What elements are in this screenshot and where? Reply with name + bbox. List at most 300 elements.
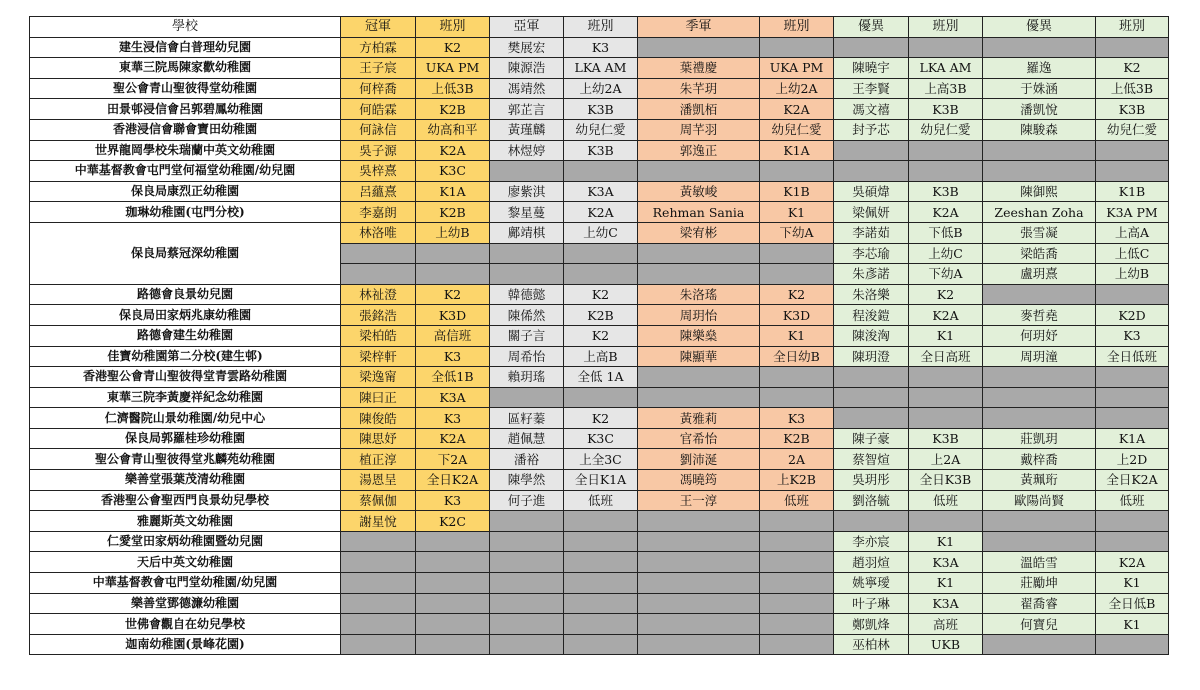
runner-up-class-cell: K3C [564, 428, 638, 449]
merit-1-cell: 馮文禧 [834, 99, 909, 120]
merit-2-class-cell: K1A [1096, 428, 1169, 449]
merit-2-cell: 戴梓喬 [983, 449, 1096, 470]
empty-cell [341, 614, 416, 635]
empty-cell [1096, 531, 1169, 552]
merit-2-cell: 陳御熙 [983, 181, 1096, 202]
merit-1-class-cell: LKA AM [909, 58, 983, 79]
empty-cell [490, 552, 564, 573]
empty-cell [638, 264, 760, 285]
empty-cell [564, 243, 638, 264]
school-name: 路德會建生幼稚園 [30, 325, 341, 346]
empty-cell [909, 408, 983, 429]
header-runner-up-class: 班別 [564, 17, 638, 38]
runner-up-cell: 陳源浩 [490, 58, 564, 79]
runner-up-class-cell: 低班 [564, 490, 638, 511]
header-champion: 冠軍 [341, 17, 416, 38]
merit-2-class-cell: 幼兒仁愛 [1096, 119, 1169, 140]
merit-2-cell: 羅逸 [983, 58, 1096, 79]
third-class-cell: UKA PM [760, 58, 834, 79]
header-merit-1: 優異 [834, 17, 909, 38]
empty-cell [564, 387, 638, 408]
champion-class-cell: 全日K2A [416, 470, 490, 491]
champion-class-cell: K3A [416, 387, 490, 408]
champion-cell: 陳曰正 [341, 387, 416, 408]
merit-1-class-cell: 幼兒仁愛 [909, 119, 983, 140]
table-row [30, 408, 1169, 429]
school-name: 香港聖公會聖西門良景幼兒學校 [30, 490, 341, 511]
runner-up-class-cell: K3A [564, 181, 638, 202]
header-merit-2-class: 班別 [1096, 17, 1169, 38]
runner-up-class-cell: 全日K1A [564, 470, 638, 491]
champion-class-cell: K3 [416, 490, 490, 511]
empty-cell [760, 37, 834, 58]
champion-class-cell: 高信班 [416, 325, 490, 346]
third-class-cell: 上K2B [760, 470, 834, 491]
third-cell: 梁宥彬 [638, 222, 760, 243]
empty-cell [983, 37, 1096, 58]
empty-cell [638, 387, 760, 408]
empty-cell [1096, 140, 1169, 161]
merit-1-class-cell: UKB [909, 634, 983, 655]
champion-cell: 謝星悅 [341, 511, 416, 532]
empty-cell [834, 408, 909, 429]
runner-up-class-cell: K2 [564, 408, 638, 429]
runner-up-cell: 關子言 [490, 325, 564, 346]
merit-2-cell: 張雪凝 [983, 222, 1096, 243]
school-name: 東華三院馬陳家歡幼稚園 [30, 58, 341, 79]
table-row [30, 284, 1169, 305]
champion-class-cell: 幼高和平 [416, 119, 490, 140]
champion-cell: 王子宸 [341, 58, 416, 79]
merit-1-class-cell: K3B [909, 428, 983, 449]
merit-1-cell: 劉洛毓 [834, 490, 909, 511]
third-class-cell: K1B [760, 181, 834, 202]
champion-cell: 呂蘊熹 [341, 181, 416, 202]
table-row [30, 531, 1169, 552]
merit-2-cell: 莊凱玥 [983, 428, 1096, 449]
merit-1-class-cell: K1 [909, 531, 983, 552]
third-class-cell: 下幼A [760, 222, 834, 243]
merit-1-class-cell: 下幼A [909, 264, 983, 285]
merit-1-cell: 吳玥彤 [834, 470, 909, 491]
merit-1-cell: 李芯瑜 [834, 243, 909, 264]
empty-cell [564, 511, 638, 532]
merit-1-class-cell: 上幼C [909, 243, 983, 264]
merit-1-class-cell: K2A [909, 305, 983, 326]
empty-cell [564, 161, 638, 182]
merit-2-class-cell: K2D [1096, 305, 1169, 326]
table-row [30, 37, 1169, 58]
merit-2-class-cell: 上幼B [1096, 264, 1169, 285]
runner-up-cell: 鄺靖棋 [490, 222, 564, 243]
empty-cell [909, 161, 983, 182]
merit-1-cell: 李諾茹 [834, 222, 909, 243]
champion-class-cell: UKA PM [416, 58, 490, 79]
empty-cell [760, 552, 834, 573]
merit-2-class-cell: K1 [1096, 573, 1169, 594]
empty-cell [1096, 387, 1169, 408]
header-runner-up: 亞軍 [490, 17, 564, 38]
merit-1-cell: 陳玥澄 [834, 346, 909, 367]
merit-1-cell: 巫柏林 [834, 634, 909, 655]
empty-cell [490, 593, 564, 614]
champion-class-cell: K2A [416, 140, 490, 161]
empty-cell [760, 614, 834, 635]
merit-2-class-cell: K2A [1096, 552, 1169, 573]
third-cell: 官希怡 [638, 428, 760, 449]
empty-cell [834, 140, 909, 161]
third-cell: 馮曉筠 [638, 470, 760, 491]
empty-cell [341, 593, 416, 614]
champion-cell: 湯恩呈 [341, 470, 416, 491]
merit-1-cell: 封予芯 [834, 119, 909, 140]
merit-1-cell: 王李賢 [834, 78, 909, 99]
champion-cell: 梁逸甯 [341, 367, 416, 388]
empty-cell [564, 614, 638, 635]
empty-cell [564, 552, 638, 573]
merit-1-cell: 蔡智煊 [834, 449, 909, 470]
champion-class-cell: K3 [416, 408, 490, 429]
school-name: 珈琳幼稚園(屯門分校) [30, 202, 341, 223]
school-name: 聖公會青山聖彼得堂幼稚園 [30, 78, 341, 99]
third-cell: 朱芊玥 [638, 78, 760, 99]
runner-up-cell: 周希怡 [490, 346, 564, 367]
empty-cell [909, 387, 983, 408]
empty-cell [490, 634, 564, 655]
merit-2-cell: 何寶兒 [983, 614, 1096, 635]
third-cell: 劉沛涎 [638, 449, 760, 470]
merit-1-class-cell: K3A [909, 552, 983, 573]
champion-class-cell: K1A [416, 181, 490, 202]
empty-cell [638, 367, 760, 388]
empty-cell [564, 264, 638, 285]
champion-cell: 林祉澄 [341, 284, 416, 305]
runner-up-class-cell: 幼兒仁愛 [564, 119, 638, 140]
third-cell: Rehman Sania [638, 202, 760, 223]
table-row [30, 593, 1169, 614]
runner-up-cell: 黃瑾麟 [490, 119, 564, 140]
empty-cell [416, 552, 490, 573]
merit-2-class-cell: 全日K2A [1096, 470, 1169, 491]
merit-1-cell: 吳碩煒 [834, 181, 909, 202]
third-class-cell: K1A [760, 140, 834, 161]
third-cell: 黃敏峻 [638, 181, 760, 202]
merit-2-cell: 歐陽尚賢 [983, 490, 1096, 511]
empty-cell [341, 531, 416, 552]
merit-2-cell: 麥哲堯 [983, 305, 1096, 326]
table-row [30, 449, 1169, 470]
champion-class-cell: 上低3B [416, 78, 490, 99]
table-row [30, 58, 1169, 79]
runner-up-cell: 潘裕 [490, 449, 564, 470]
empty-cell [490, 264, 564, 285]
champion-cell: 梁梓軒 [341, 346, 416, 367]
table-row [30, 325, 1169, 346]
header-champion-class: 班別 [416, 17, 490, 38]
merit-1-cell: 叶子琳 [834, 593, 909, 614]
empty-cell [1096, 161, 1169, 182]
table-row [30, 140, 1169, 161]
champion-class-cell: 上幼B [416, 222, 490, 243]
empty-cell [1096, 408, 1169, 429]
merit-2-cell: 莊勵坤 [983, 573, 1096, 594]
merit-1-cell: 陳子豪 [834, 428, 909, 449]
merit-2-class-cell: 全日低班 [1096, 346, 1169, 367]
third-cell: 王一淳 [638, 490, 760, 511]
school-name: 東華三院李黃慶祥紀念幼稚園 [30, 387, 341, 408]
school-name: 世佛會觀自在幼兒學校 [30, 614, 341, 635]
third-class-cell: K2B [760, 428, 834, 449]
table-row [30, 346, 1169, 367]
champion-class-cell: K2A [416, 428, 490, 449]
champion-class-cell: K2B [416, 202, 490, 223]
merit-1-class-cell: 全日K3B [909, 470, 983, 491]
empty-cell [760, 367, 834, 388]
merit-2-class-cell: K3B [1096, 99, 1169, 120]
empty-cell [341, 264, 416, 285]
school-name: 雅麗斯英文幼稚園 [30, 511, 341, 532]
champion-class-cell: K2 [416, 37, 490, 58]
runner-up-cell: 韓德懿 [490, 284, 564, 305]
school-name: 香港浸信會聯會寶田幼稚園 [30, 119, 341, 140]
school-name: 迦南幼稚園(景峰花園) [30, 634, 341, 655]
champion-class-cell: K3 [416, 346, 490, 367]
third-class-cell: 幼兒仁愛 [760, 119, 834, 140]
champion-class-cell: K2C [416, 511, 490, 532]
merit-1-cell: 姚寧璦 [834, 573, 909, 594]
champion-cell: 何皓霖 [341, 99, 416, 120]
empty-cell [909, 367, 983, 388]
empty-cell [341, 634, 416, 655]
header-third-class: 班別 [760, 17, 834, 38]
third-class-cell: 上幼2A [760, 78, 834, 99]
empty-cell [638, 37, 760, 58]
empty-cell [760, 243, 834, 264]
school-name: 保良局蔡冠深幼稚園 [30, 222, 341, 284]
merit-2-cell: 何玥妤 [983, 325, 1096, 346]
empty-cell [416, 593, 490, 614]
runner-up-class-cell: 上高B [564, 346, 638, 367]
merit-1-class-cell: 高班 [909, 614, 983, 635]
empty-cell [490, 243, 564, 264]
champion-cell: 梁柏皓 [341, 325, 416, 346]
school-name: 仁愛堂田家炳幼稚園暨幼兒園 [30, 531, 341, 552]
merit-2-class-cell: K1B [1096, 181, 1169, 202]
table-row [30, 470, 1169, 491]
merit-2-cell: 溫皓雪 [983, 552, 1096, 573]
school-name: 樂善堂鄧德濂幼稚園 [30, 593, 341, 614]
champion-cell: 方柏霖 [341, 37, 416, 58]
merit-1-class-cell: 全日高班 [909, 346, 983, 367]
third-class-cell: K2A [760, 99, 834, 120]
empty-cell [983, 161, 1096, 182]
champion-class-cell: 全低1B [416, 367, 490, 388]
champion-cell: 張銘浩 [341, 305, 416, 326]
table-row [30, 367, 1169, 388]
empty-cell [638, 511, 760, 532]
merit-2-cell: 黃珮珩 [983, 470, 1096, 491]
empty-cell [341, 243, 416, 264]
runner-up-cell: 趙佩慧 [490, 428, 564, 449]
merit-1-cell: 朱洛樂 [834, 284, 909, 305]
merit-2-class-cell: K3 [1096, 325, 1169, 346]
empty-cell [564, 531, 638, 552]
empty-cell [760, 387, 834, 408]
merit-2-class-cell: 上2D [1096, 449, 1169, 470]
merit-1-class-cell: K2 [909, 284, 983, 305]
merit-2-class-cell: K3A PM [1096, 202, 1169, 223]
third-cell: 郭逸正 [638, 140, 760, 161]
empty-cell [416, 531, 490, 552]
table-row [30, 305, 1169, 326]
third-cell: 周芊羽 [638, 119, 760, 140]
merit-2-cell: Zeeshan Zoha [983, 202, 1096, 223]
runner-up-cell: 賴玥瑤 [490, 367, 564, 388]
champion-class-cell: K2 [416, 284, 490, 305]
empty-cell [638, 614, 760, 635]
merit-2-class-cell: 上低C [1096, 243, 1169, 264]
merit-1-cell: 陳浚洶 [834, 325, 909, 346]
merit-1-class-cell: K3B [909, 99, 983, 120]
champion-cell: 何詠信 [341, 119, 416, 140]
runner-up-class-cell: K2B [564, 305, 638, 326]
table-row [30, 511, 1169, 532]
champion-cell: 吳子源 [341, 140, 416, 161]
merit-2-cell: 盧玥熹 [983, 264, 1096, 285]
table-row [30, 202, 1169, 223]
third-cell: 陳樂燊 [638, 325, 760, 346]
empty-cell [834, 37, 909, 58]
empty-cell [834, 387, 909, 408]
table-row [30, 78, 1169, 99]
runner-up-class-cell: K2A [564, 202, 638, 223]
table-row [30, 490, 1169, 511]
results-table [29, 16, 1169, 655]
empty-cell [1096, 511, 1169, 532]
champion-cell: 植正淳 [341, 449, 416, 470]
empty-cell [638, 552, 760, 573]
table-row [30, 119, 1169, 140]
school-name: 保良局康烈正幼稚園 [30, 181, 341, 202]
empty-cell [638, 593, 760, 614]
champion-cell: 陳俊皓 [341, 408, 416, 429]
empty-cell [983, 367, 1096, 388]
third-cell: 黃雅莉 [638, 408, 760, 429]
empty-cell [1096, 284, 1169, 305]
school-name: 田景邨浸信會呂郭碧鳳幼稚園 [30, 99, 341, 120]
empty-cell [983, 140, 1096, 161]
empty-cell [490, 531, 564, 552]
third-class-cell: K3D [760, 305, 834, 326]
empty-cell [834, 367, 909, 388]
merit-2-cell: 潘凱悅 [983, 99, 1096, 120]
merit-2-class-cell: K2 [1096, 58, 1169, 79]
results-table-container [29, 16, 1169, 655]
school-name: 仁濟醫院山景幼稚園/幼兒中心 [30, 408, 341, 429]
third-class-cell: 低班 [760, 490, 834, 511]
empty-cell [834, 511, 909, 532]
empty-cell [638, 531, 760, 552]
empty-cell [416, 243, 490, 264]
merit-1-cell: 李亦宸 [834, 531, 909, 552]
merit-2-cell: 周玥潼 [983, 346, 1096, 367]
merit-2-class-cell: 上高A [1096, 222, 1169, 243]
runner-up-cell: 廖紫淇 [490, 181, 564, 202]
empty-cell [760, 573, 834, 594]
school-name: 聖公會青山聖彼得堂兆麟苑幼稚園 [30, 449, 341, 470]
merit-2-cell: 梁皓喬 [983, 243, 1096, 264]
empty-cell [638, 573, 760, 594]
header-third: 季軍 [638, 17, 760, 38]
merit-2-class-cell: K1 [1096, 614, 1169, 635]
third-class-cell: 全日幼B [760, 346, 834, 367]
empty-cell [416, 614, 490, 635]
runner-up-class-cell: K2 [564, 325, 638, 346]
merit-1-class-cell: K3A [909, 593, 983, 614]
third-cell: 陳顯華 [638, 346, 760, 367]
merit-1-class-cell: 下低B [909, 222, 983, 243]
merit-1-class-cell: 上高3B [909, 78, 983, 99]
empty-cell [564, 573, 638, 594]
runner-up-class-cell: 上全3C [564, 449, 638, 470]
third-class-cell: 2A [760, 449, 834, 470]
school-name: 保良局田家炳兆康幼稚園 [30, 305, 341, 326]
school-name: 世界龍岡學校朱瑞蘭中英文幼稚園 [30, 140, 341, 161]
champion-class-cell: K3C [416, 161, 490, 182]
school-name: 樂善堂張葉茂清幼稚園 [30, 470, 341, 491]
header-row [30, 17, 1169, 38]
runner-up-cell: 何子進 [490, 490, 564, 511]
champion-cell: 蔡佩伽 [341, 490, 416, 511]
school-name: 佳寶幼稚園第二分校(建生邨) [30, 346, 341, 367]
champion-class-cell: K2B [416, 99, 490, 120]
merit-1-cell: 梁佩妍 [834, 202, 909, 223]
runner-up-class-cell: 上幼2A [564, 78, 638, 99]
merit-1-class-cell: K1 [909, 325, 983, 346]
merit-1-class-cell: K3B [909, 181, 983, 202]
empty-cell [490, 387, 564, 408]
header-merit-2: 優異 [983, 17, 1096, 38]
table-row [30, 222, 1169, 243]
empty-cell [490, 573, 564, 594]
empty-cell [564, 593, 638, 614]
runner-up-class-cell: 全低 1A [564, 367, 638, 388]
table-row [30, 387, 1169, 408]
school-name: 建生浸信會白普理幼兒園 [30, 37, 341, 58]
third-class-cell: K1 [760, 325, 834, 346]
empty-cell [416, 264, 490, 285]
empty-cell [638, 161, 760, 182]
merit-2-cell: 陳駿森 [983, 119, 1096, 140]
empty-cell [983, 511, 1096, 532]
champion-cell: 陳思妤 [341, 428, 416, 449]
school-name: 中華基督教會屯門堂幼稚園/幼兒園 [30, 573, 341, 594]
runner-up-class-cell: K3B [564, 140, 638, 161]
champion-cell: 李嘉朗 [341, 202, 416, 223]
empty-cell [490, 614, 564, 635]
runner-up-cell: 陳學然 [490, 470, 564, 491]
champion-cell: 何梓喬 [341, 78, 416, 99]
empty-cell [760, 634, 834, 655]
runner-up-class-cell: LKA AM [564, 58, 638, 79]
runner-up-cell: 林煜婷 [490, 140, 564, 161]
merit-1-class-cell: 上2A [909, 449, 983, 470]
merit-1-cell: 朱彥諾 [834, 264, 909, 285]
empty-cell [341, 552, 416, 573]
empty-cell [341, 573, 416, 594]
merit-2-class-cell: 全日低B [1096, 593, 1169, 614]
empty-cell [983, 284, 1096, 305]
